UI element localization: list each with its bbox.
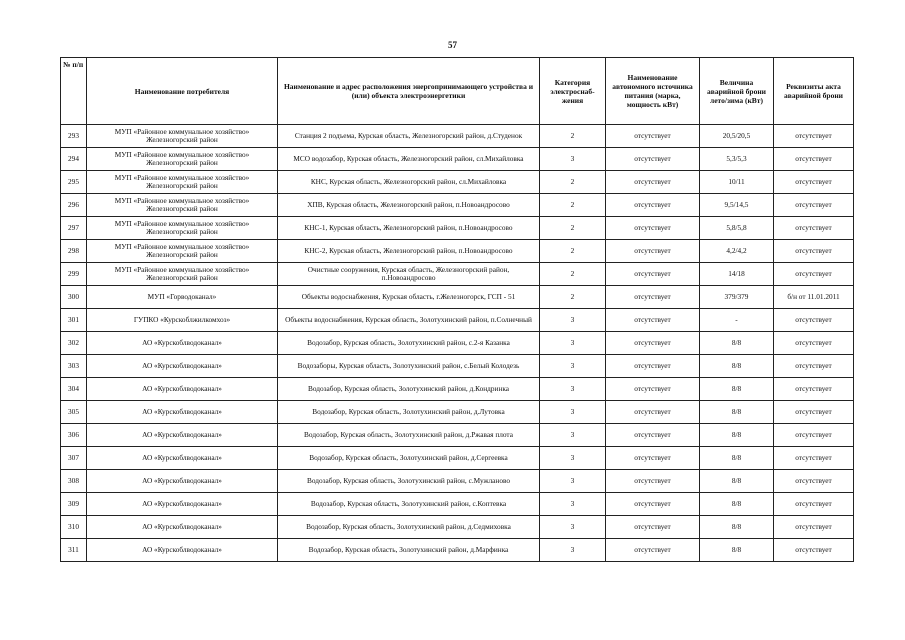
table-row: [61, 470, 854, 493]
cell-act: отсутствует: [774, 171, 854, 194]
cell-source: отсутствует: [606, 470, 700, 493]
cell-consumer: МУП «Районное коммунальное хозяйство» Железногорский район: [87, 263, 278, 286]
cell-object: Водозабор, Курская область, Золотухинский район, д.Седмиховка: [278, 516, 540, 539]
cell-source: отсутствует: [606, 516, 700, 539]
cell-category: 3: [540, 355, 606, 378]
cell-object: Водозабор, Курская область, Золотухинский район, д.Сергеевка: [278, 447, 540, 470]
cell-reserve: 5,3/5,3: [700, 148, 774, 171]
cell-reserve: 8/8: [700, 447, 774, 470]
cell-category: 3: [540, 539, 606, 562]
cell-reserve: 5,8/5,8: [700, 217, 774, 240]
cell-category: 2: [540, 263, 606, 286]
cell-source: отсутствует: [606, 378, 700, 401]
cell-reserve: 8/8: [700, 355, 774, 378]
cell-source: отсутствует: [606, 125, 700, 148]
cell-reserve: 8/8: [700, 470, 774, 493]
cell-act: отсутствует: [774, 447, 854, 470]
cell-object: КНС-2, Курская область, Железногорский район, п.Новоандросово: [278, 240, 540, 263]
cell-reserve: 20,5/20,5: [700, 125, 774, 148]
cell-act: отсутствует: [774, 539, 854, 562]
header-object: Наименование и адрес расположения энергопринимающего устройства и (или) объекта электроэнергетики: [278, 58, 540, 125]
cell-source: отсутствует: [606, 148, 700, 171]
cell-num: 305: [61, 401, 87, 424]
cell-act: отсутствует: [774, 378, 854, 401]
cell-act: отсутствует: [774, 125, 854, 148]
cell-reserve: 8/8: [700, 516, 774, 539]
cell-num: 310: [61, 516, 87, 539]
cell-source: отсутствует: [606, 493, 700, 516]
cell-reserve: 14/18: [700, 263, 774, 286]
cell-consumer: МУП «Районное коммунальное хозяйство» Железногорский район: [87, 148, 278, 171]
table-row: [61, 263, 854, 286]
cell-object: Водозабор, Курская область, Золотухинский район, д.Кондринка: [278, 378, 540, 401]
cell-act: отсутствует: [774, 493, 854, 516]
cell-act: отсутствует: [774, 424, 854, 447]
cell-object: Водозабор, Курская область, Золотухинский район, д.Лутовка: [278, 401, 540, 424]
cell-consumer: АО «Курскоблводоканал»: [87, 470, 278, 493]
cell-act: б/н от 11.01.2011: [774, 286, 854, 309]
cell-reserve: 10/11: [700, 171, 774, 194]
cell-num: 304: [61, 378, 87, 401]
cell-act: отсутствует: [774, 194, 854, 217]
cell-object: Очистные сооружения, Курская область, Железногорский район, п.Новоандросово: [278, 263, 540, 286]
cell-source: отсутствует: [606, 447, 700, 470]
cell-num: 297: [61, 217, 87, 240]
cell-category: 2: [540, 240, 606, 263]
cell-category: 3: [540, 493, 606, 516]
cell-object: КНС, Курская область, Железногорский район, сл.Михайловка: [278, 171, 540, 194]
cell-source: отсутствует: [606, 424, 700, 447]
cell-reserve: 8/8: [700, 401, 774, 424]
cell-source: отсутствует: [606, 355, 700, 378]
cell-object: МСО водозабор, Курская область, Железногорский район, сл.Михайловка: [278, 148, 540, 171]
cell-num: 309: [61, 493, 87, 516]
cell-num: 293: [61, 125, 87, 148]
header-source: Наименование автономного источника питания (марка, мощность кВт): [606, 58, 700, 125]
table-row: [61, 493, 854, 516]
header-row: [61, 58, 854, 125]
table-row: [61, 286, 854, 309]
cell-source: отсутствует: [606, 263, 700, 286]
table-row: [61, 355, 854, 378]
cell-num: 303: [61, 355, 87, 378]
table-row: [61, 125, 854, 148]
cell-category: 2: [540, 171, 606, 194]
cell-consumer: АО «Курскоблводоканал»: [87, 447, 278, 470]
header-act: Реквизиты акта аварийной брони: [774, 58, 854, 125]
cell-consumer: АО «Курскоблводоканал»: [87, 424, 278, 447]
cell-object: Водозабор, Курская область, Золотухинский район, с.2-я Казанка: [278, 332, 540, 355]
cell-consumer: МУП «Горводоканал»: [87, 286, 278, 309]
cell-consumer: АО «Курскоблводоканал»: [87, 378, 278, 401]
cell-object: КНС-1, Курская область, Железногорский район, п.Новоандросово: [278, 217, 540, 240]
cell-consumer: ГУПКО «Курскоблжилкомхоз»: [87, 309, 278, 332]
table-row: [61, 217, 854, 240]
cell-consumer: АО «Курскоблводоканал»: [87, 539, 278, 562]
cell-num: 301: [61, 309, 87, 332]
cell-consumer: МУП «Районное коммунальное хозяйство» Железногорский район: [87, 217, 278, 240]
cell-num: 296: [61, 194, 87, 217]
table-row: [61, 240, 854, 263]
header-consumer: Наименование потребителя: [87, 58, 278, 125]
cell-category: 3: [540, 378, 606, 401]
header-num: № п/п: [61, 58, 87, 125]
cell-object: Объекты водоснабжения, Курская область, г.Железногорск, ГСП - 51: [278, 286, 540, 309]
cell-category: 3: [540, 424, 606, 447]
cell-num: 300: [61, 286, 87, 309]
cell-reserve: 8/8: [700, 493, 774, 516]
cell-reserve: 8/8: [700, 424, 774, 447]
cell-category: 3: [540, 309, 606, 332]
cell-act: отсутствует: [774, 470, 854, 493]
cell-source: отсутствует: [606, 217, 700, 240]
cell-source: отсутствует: [606, 539, 700, 562]
cell-consumer: МУП «Районное коммунальное хозяйство» Железногорский район: [87, 171, 278, 194]
cell-source: отсутствует: [606, 286, 700, 309]
cell-category: 2: [540, 217, 606, 240]
cell-source: отсутствует: [606, 401, 700, 424]
cell-category: 3: [540, 470, 606, 493]
cell-object: Водозабор, Курская область, Золотухинский район, д.Марфинка: [278, 539, 540, 562]
cell-reserve: 8/8: [700, 539, 774, 562]
cell-num: 308: [61, 470, 87, 493]
cell-num: 299: [61, 263, 87, 286]
table-row: [61, 447, 854, 470]
cell-reserve: 9,5/14,5: [700, 194, 774, 217]
cell-category: 2: [540, 286, 606, 309]
table-row: [61, 424, 854, 447]
cell-num: 302: [61, 332, 87, 355]
header-category: Категория электроснаб-жения: [540, 58, 606, 125]
cell-reserve: 8/8: [700, 378, 774, 401]
table-row: [61, 378, 854, 401]
cell-object: Объекты водоснабжения, Курская область, Золотухинский район, п.Солнечный: [278, 309, 540, 332]
cell-object: Станция 2 подъема, Курская область, Железногорский район, д.Студенок: [278, 125, 540, 148]
cell-source: отсутствует: [606, 171, 700, 194]
cell-num: 311: [61, 539, 87, 562]
cell-category: 3: [540, 148, 606, 171]
table-row: [61, 516, 854, 539]
header-reserve: Величина аварийной брони лето/зима (кВт): [700, 58, 774, 125]
cell-reserve: 4,2/4,2: [700, 240, 774, 263]
cell-consumer: АО «Курскоблводоканал»: [87, 516, 278, 539]
cell-source: отсутствует: [606, 309, 700, 332]
cell-act: отсутствует: [774, 240, 854, 263]
cell-source: отсутствует: [606, 240, 700, 263]
cell-source: отсутствует: [606, 332, 700, 355]
cell-num: 294: [61, 148, 87, 171]
table-row: [61, 539, 854, 562]
cell-reserve: 379/379: [700, 286, 774, 309]
cell-object: Водозабор, Курская область, Золотухинский район, с.Мужланово: [278, 470, 540, 493]
cell-num: 306: [61, 424, 87, 447]
cell-object: Водозабор, Курская область, Золотухинский район, д.Ржавая плота: [278, 424, 540, 447]
cell-act: отсутствует: [774, 148, 854, 171]
table-row: [61, 401, 854, 424]
cell-act: отсутствует: [774, 332, 854, 355]
cell-reserve: -: [700, 309, 774, 332]
cell-act: отсутствует: [774, 355, 854, 378]
cell-act: отсутствует: [774, 516, 854, 539]
cell-category: 3: [540, 401, 606, 424]
cell-consumer: МУП «Районное коммунальное хозяйство» Железногорский район: [87, 240, 278, 263]
table-row: [61, 194, 854, 217]
table-body: [61, 125, 854, 562]
page-number: 57: [448, 40, 457, 50]
cell-consumer: АО «Курскоблводоканал»: [87, 355, 278, 378]
cell-category: 2: [540, 125, 606, 148]
table-row: [61, 148, 854, 171]
cell-object: Водозабор, Курская область, Золотухинский район, с.Коптевка: [278, 493, 540, 516]
cell-consumer: МУП «Районное коммунальное хозяйство» Железногорский район: [87, 194, 278, 217]
emergency-reserve-table: [60, 57, 854, 562]
table-row: [61, 332, 854, 355]
cell-category: 3: [540, 332, 606, 355]
cell-category: 3: [540, 447, 606, 470]
cell-consumer: АО «Курскоблводоканал»: [87, 332, 278, 355]
table-row: [61, 309, 854, 332]
cell-act: отсутствует: [774, 401, 854, 424]
cell-source: отсутствует: [606, 194, 700, 217]
cell-object: ХПВ, Курская область, Железногорский район, п.Новоандросово: [278, 194, 540, 217]
cell-num: 295: [61, 171, 87, 194]
cell-category: 2: [540, 194, 606, 217]
cell-act: отсутствует: [774, 263, 854, 286]
cell-act: отсутствует: [774, 217, 854, 240]
table-row: [61, 171, 854, 194]
cell-consumer: МУП «Районное коммунальное хозяйство» Железногорский район: [87, 125, 278, 148]
cell-reserve: 8/8: [700, 332, 774, 355]
cell-act: отсутствует: [774, 309, 854, 332]
cell-consumer: АО «Курскоблводоканал»: [87, 401, 278, 424]
cell-consumer: АО «Курскоблводоканал»: [87, 493, 278, 516]
cell-num: 298: [61, 240, 87, 263]
cell-category: 3: [540, 516, 606, 539]
cell-object: Водозаборы, Курская область, Золотухинский район, с.Белый Колодезь: [278, 355, 540, 378]
cell-num: 307: [61, 447, 87, 470]
